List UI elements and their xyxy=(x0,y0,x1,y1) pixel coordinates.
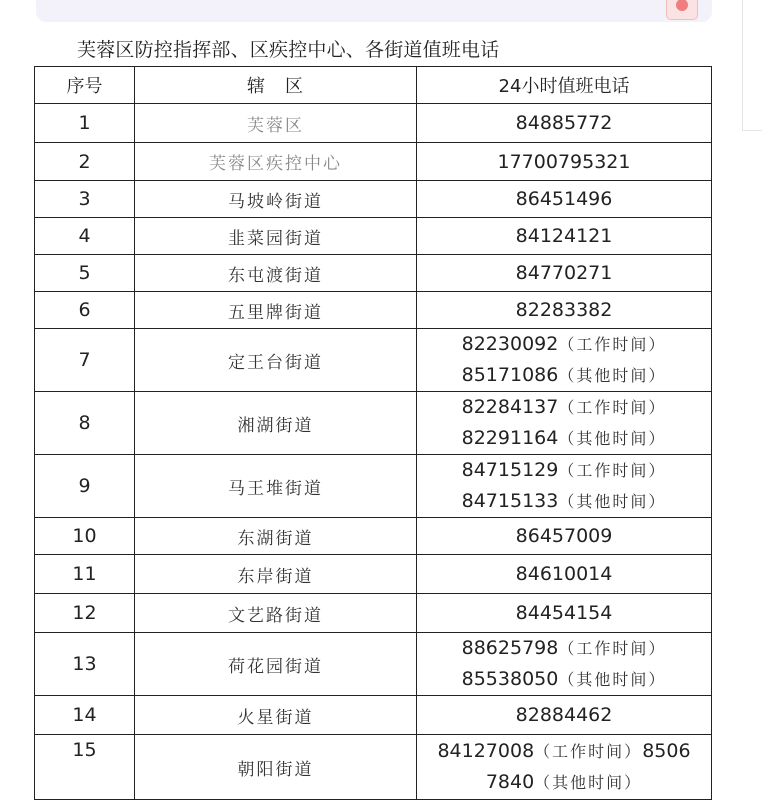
phone-tag: （工作时间） xyxy=(534,742,643,761)
row-phone xyxy=(417,181,712,218)
header-index: 序号 xyxy=(35,67,135,104)
row-phone xyxy=(417,218,712,255)
phone-line-other xyxy=(417,767,711,798)
header-phone: 24小时值班电话 xyxy=(417,67,712,104)
phone-number: 84770271 xyxy=(515,262,613,284)
phone-number: 88625798 xyxy=(461,637,559,659)
phone-number: 84127008 xyxy=(437,740,535,762)
phone-number: 82283382 xyxy=(515,299,613,321)
row-phone xyxy=(417,255,712,292)
row-index: 9 xyxy=(35,455,135,518)
table-row xyxy=(35,633,712,696)
phone-number: 84715133 xyxy=(461,490,559,512)
row-district: 芙蓉区 xyxy=(135,104,417,143)
row-index: 6 xyxy=(35,292,135,329)
row-index: 1 xyxy=(35,104,135,143)
row-index: 11 xyxy=(35,555,135,594)
phone-number: 84885772 xyxy=(515,112,613,134)
row-phone xyxy=(417,329,712,392)
row-district: 定王台街道 xyxy=(135,329,417,392)
phone-line-work xyxy=(417,455,711,486)
table-row xyxy=(35,555,712,594)
row-index: 12 xyxy=(35,594,135,633)
phone-number: 84454154 xyxy=(515,602,613,624)
duty-phone-table xyxy=(34,66,712,800)
row-phone xyxy=(417,555,712,594)
phone-tag: （其他时间） xyxy=(558,366,667,385)
row-phone xyxy=(417,292,712,329)
header-district: 辖 区 xyxy=(135,67,417,104)
row-phone xyxy=(417,518,712,555)
phone-tag: （其他时间） xyxy=(558,429,667,448)
phone-number: 84715129 xyxy=(461,459,559,481)
row-phone xyxy=(417,594,712,633)
row-district: 芙蓉区疾控中心 xyxy=(135,143,417,181)
row-district: 马王堆街道 xyxy=(135,455,417,518)
phone-line-other xyxy=(417,360,711,391)
top-banner xyxy=(36,0,712,22)
row-index: 14 xyxy=(35,696,135,735)
row-district: 东湖街道 xyxy=(135,518,417,555)
phone-number: 86451496 xyxy=(515,188,613,210)
phone-number: 84124121 xyxy=(515,225,613,247)
table-row xyxy=(35,392,712,455)
row-index: 7 xyxy=(35,329,135,392)
table-row xyxy=(35,104,712,143)
row-district: 文艺路街道 xyxy=(135,594,417,633)
table-caption: 芙蓉区防控指挥部、区疾控中心、各街道值班电话 xyxy=(77,39,500,61)
row-district: 湘湖街道 xyxy=(135,392,417,455)
phone-tag: （工作时间） xyxy=(558,335,667,354)
row-district: 五里牌街道 xyxy=(135,292,417,329)
table-row xyxy=(35,518,712,555)
side-panel-edge xyxy=(742,0,762,131)
phone-tag: （其他时间） xyxy=(534,773,643,792)
table-row xyxy=(35,255,712,292)
phone-number: 82284137 xyxy=(461,396,559,418)
row-index: 2 xyxy=(35,143,135,181)
phone-tag: （工作时间） xyxy=(558,461,667,480)
phone-tag: （工作时间） xyxy=(558,639,667,658)
phone-line-other xyxy=(417,423,711,454)
row-phone xyxy=(417,104,712,143)
phone-number: 82230092 xyxy=(461,333,559,355)
row-district: 东屯渡街道 xyxy=(135,255,417,292)
medical-kit-icon[interactable] xyxy=(666,0,698,20)
phone-line-work xyxy=(417,736,711,767)
row-index: 8 xyxy=(35,392,135,455)
phone-number: 17700795321 xyxy=(497,150,631,173)
phone-line-work xyxy=(417,329,711,360)
phone-number: 8506 xyxy=(642,740,691,762)
phone-number: 82884462 xyxy=(515,704,613,726)
row-index: 5 xyxy=(35,255,135,292)
row-phone xyxy=(417,143,712,181)
table-row xyxy=(35,292,712,329)
row-district: 东岸街道 xyxy=(135,555,417,594)
phone-line-work xyxy=(417,392,711,423)
phone-line-work xyxy=(417,633,711,664)
row-index: 13 xyxy=(35,633,135,696)
row-district: 火星街道 xyxy=(135,696,417,735)
phone-number: 7840 xyxy=(485,771,535,793)
row-district: 马坡岭街道 xyxy=(135,181,417,218)
row-phone xyxy=(417,696,712,735)
phone-tag: （其他时间） xyxy=(558,670,667,689)
row-index: 10 xyxy=(35,518,135,555)
phone-tag: （工作时间） xyxy=(558,398,667,417)
table-row xyxy=(35,143,712,181)
table-row xyxy=(35,594,712,633)
table-row xyxy=(35,455,712,518)
row-index: 15 xyxy=(35,735,135,800)
row-district: 荷花园街道 xyxy=(135,633,417,696)
row-index: 3 xyxy=(35,181,135,218)
row-index: 4 xyxy=(35,218,135,255)
row-district: 韭菜园街道 xyxy=(135,218,417,255)
phone-number: 86457009 xyxy=(515,525,613,547)
row-phone xyxy=(417,735,712,800)
phone-number: 82291164 xyxy=(461,427,559,449)
table-header-row xyxy=(35,67,712,104)
phone-number: 85171086 xyxy=(461,364,559,386)
phone-number: 85538050 xyxy=(461,668,559,690)
phone-tag: （其他时间） xyxy=(558,492,667,511)
row-district: 朝阳街道 xyxy=(135,735,417,800)
row-phone xyxy=(417,392,712,455)
row-phone xyxy=(417,633,712,696)
table-row xyxy=(35,696,712,735)
phone-line-other xyxy=(417,664,711,695)
phone-number: 84610014 xyxy=(515,563,613,585)
table-row xyxy=(35,735,712,800)
table-row xyxy=(35,218,712,255)
table-row xyxy=(35,329,712,392)
table-row xyxy=(35,181,712,218)
row-phone xyxy=(417,455,712,518)
phone-line-other xyxy=(417,486,711,517)
